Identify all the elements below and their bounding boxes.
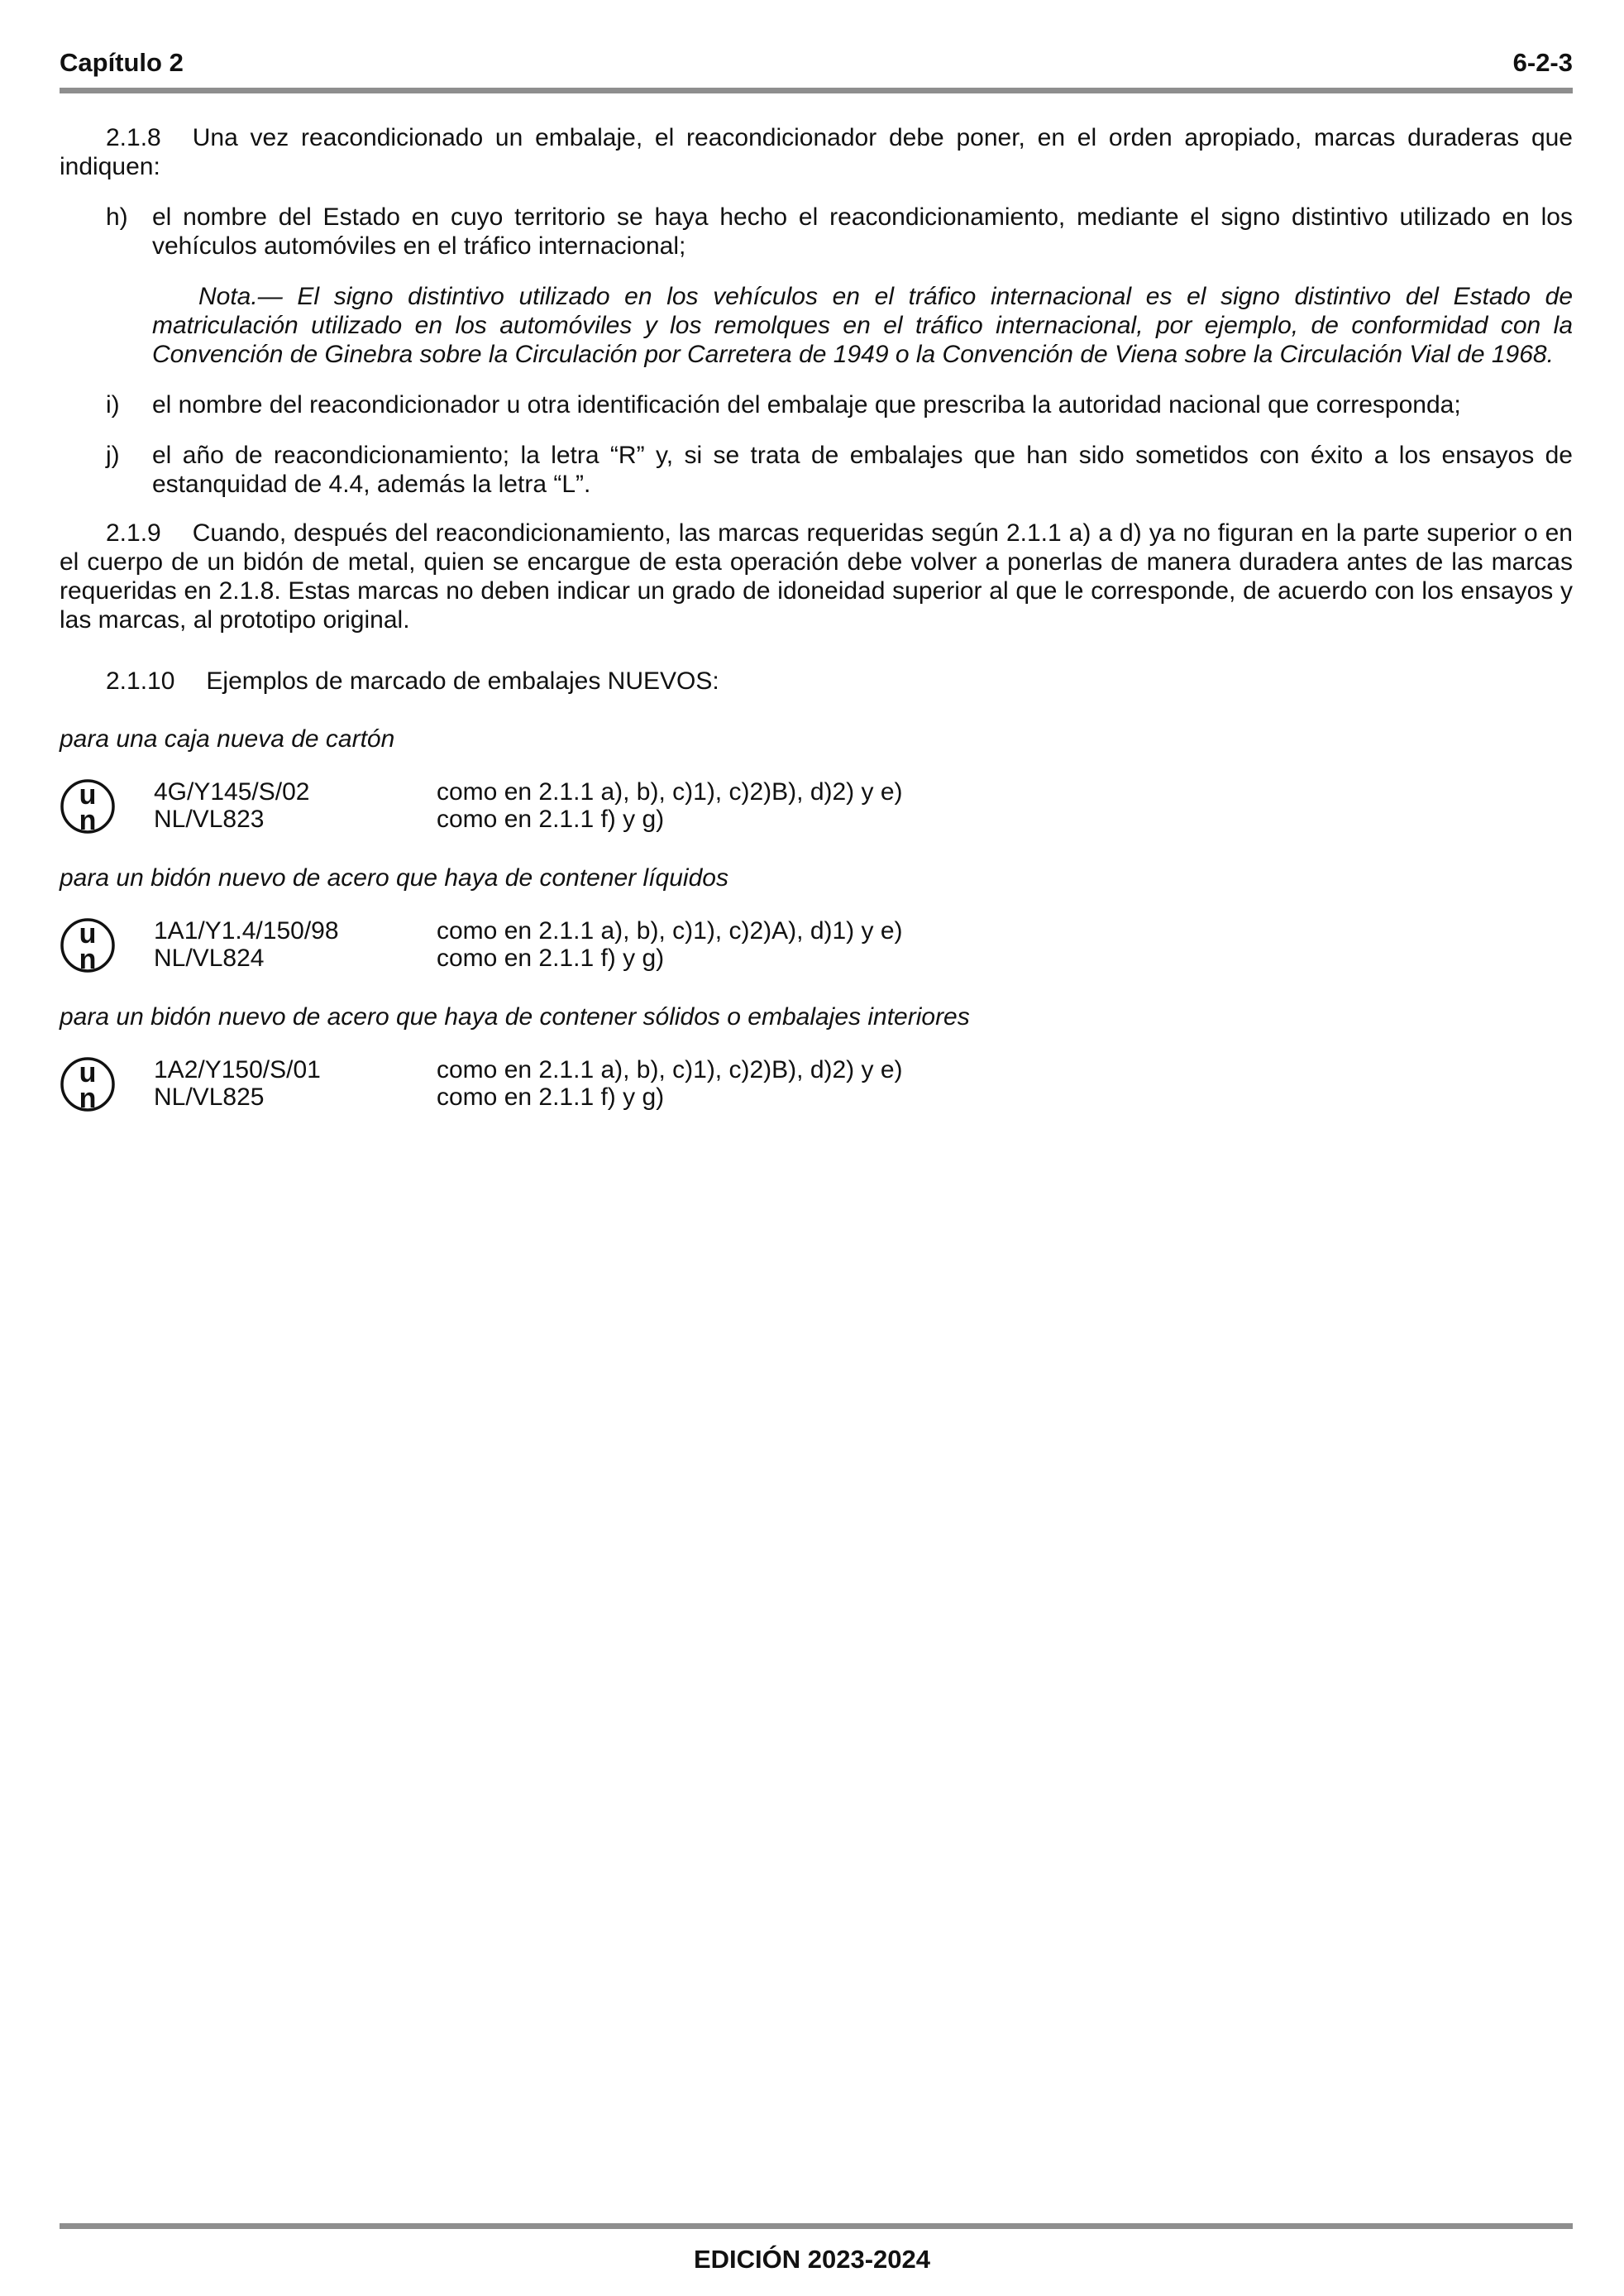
footer-rule (60, 2223, 1573, 2229)
list-text: el nombre del Estado en cuyo territorio se haya hecho el reacondicionamiento, mediante el signo distintivo utilizado en los vehículos automóviles en el tráfico internacional; (152, 203, 1573, 260)
marking-code: NL/VL823 (154, 806, 265, 833)
marking-codes (154, 917, 903, 972)
marking-codes (154, 778, 903, 833)
paragraph-text: Cuando, después del reacondicionamiento, las marcas requeridas según 2.1.1 a) a d) ya no figuran en la parte superior o en el cuerpo de un bidón de metal, quien se encargue de esta operación debe volver a ponerlas de manera duradera antes de las marcas requeridas en 2.1.8. Estas marcas no deben indicar un grado de idoneidad superior al que le corresponde, de acuerdo con los ensayos y las marcas, al prototipo original. (60, 519, 1573, 634)
list-item-h (60, 203, 1573, 261)
header-rule (60, 88, 1573, 93)
example-caption: para un bidón nuevo de acero que haya de contener sólidos o embalajes interiores (60, 1003, 970, 1031)
paragraph-2-1-9 (60, 519, 1573, 634)
list-item-j (60, 441, 1573, 499)
marking-description: como en 2.1.1 f) y g) (437, 945, 665, 972)
un-symbol-bottom: n (79, 805, 97, 835)
un-symbol-top: u (79, 1057, 97, 1088)
section-number: 2.1.10 (106, 667, 175, 695)
marking-example (60, 778, 1573, 835)
marking-code: NL/VL824 (154, 945, 265, 972)
un-symbol-top: u (79, 918, 97, 949)
un-symbol-bottom: n (79, 1083, 97, 1112)
paragraph-2-1-8 (60, 123, 1573, 181)
heading-text: Ejemplos de marcado de embalajes NUEVOS: (206, 667, 719, 695)
marking-codes (154, 1056, 903, 1111)
marking-example (60, 917, 1573, 973)
list-text: el año de reacondicionamiento; la letra “R” y, si se trata de embalajes que han sido sometidos con éxito a los ensayos de estanquidad de 4.4, además la letra “L”. (152, 442, 1573, 498)
un-packaging-mark-icon (60, 917, 116, 973)
edition-footer: EDICIÓN 2023-2024 (693, 2245, 931, 2274)
list-label: i) (106, 391, 120, 419)
marking-code: NL/VL825 (154, 1083, 265, 1111)
example-caption: para un bidón nuevo de acero que haya de contener líquidos (60, 864, 728, 892)
list-label: h) (106, 203, 128, 231)
marking-code: 1A2/Y150/S/01 (154, 1056, 321, 1083)
heading-2-1-10 (60, 667, 1573, 696)
marking-description: como en 2.1.1 f) y g) (437, 806, 665, 833)
marking-description: como en 2.1.1 f) y g) (437, 1083, 665, 1111)
chapter-label: Capítulo 2 (60, 48, 184, 77)
un-packaging-mark-icon (60, 778, 116, 835)
marking-code: 4G/Y145/S/02 (154, 778, 310, 806)
un-symbol-bottom: n (79, 944, 97, 973)
section-number: 2.1.8 (106, 124, 161, 151)
document-page (60, 48, 1573, 1112)
paragraph-text: Una vez reacondicionado un embalaje, el reacondicionador debe poner, en el orden apropiado, marcas duraderas que indiquen: (60, 124, 1573, 180)
example-caption: para una caja nueva de cartón (60, 725, 395, 753)
marking-description: como en 2.1.1 a), b), c)1), c)2)B), d)2) y e) (437, 1056, 903, 1083)
page-header (60, 48, 1573, 78)
page-number: 6-2-3 (1512, 48, 1573, 77)
marking-description: como en 2.1.1 a), b), c)1), c)2)A), d)1) y e) (437, 917, 903, 945)
un-packaging-mark-icon (60, 1056, 116, 1112)
un-symbol-top: u (79, 779, 97, 811)
note-paragraph: Nota.— El signo distintivo utilizado en los vehículos en el tráfico internacional es el signo distintivo del Estado de matriculación utilizado en los automóviles y los remolques en el tráfico internacional, por ejemplo, de conformidad con la Convención de Ginebra sobre la Circulación por Carretera de 1949 o la Convención de Viena sobre la Circulación Vial de 1968. (152, 283, 1573, 368)
marking-example (60, 1056, 1573, 1112)
marking-code: 1A1/Y1.4/150/98 (154, 917, 339, 945)
list-text: el nombre del reacondicionador u otra identificación del embalaje que prescriba la autoridad nacional que corresponda; (152, 391, 1461, 419)
marking-description: como en 2.1.1 a), b), c)1), c)2)B), d)2) y e) (437, 778, 903, 806)
section-number: 2.1.9 (106, 519, 161, 547)
list-item-i (60, 390, 1573, 419)
list-label: j) (106, 442, 120, 469)
